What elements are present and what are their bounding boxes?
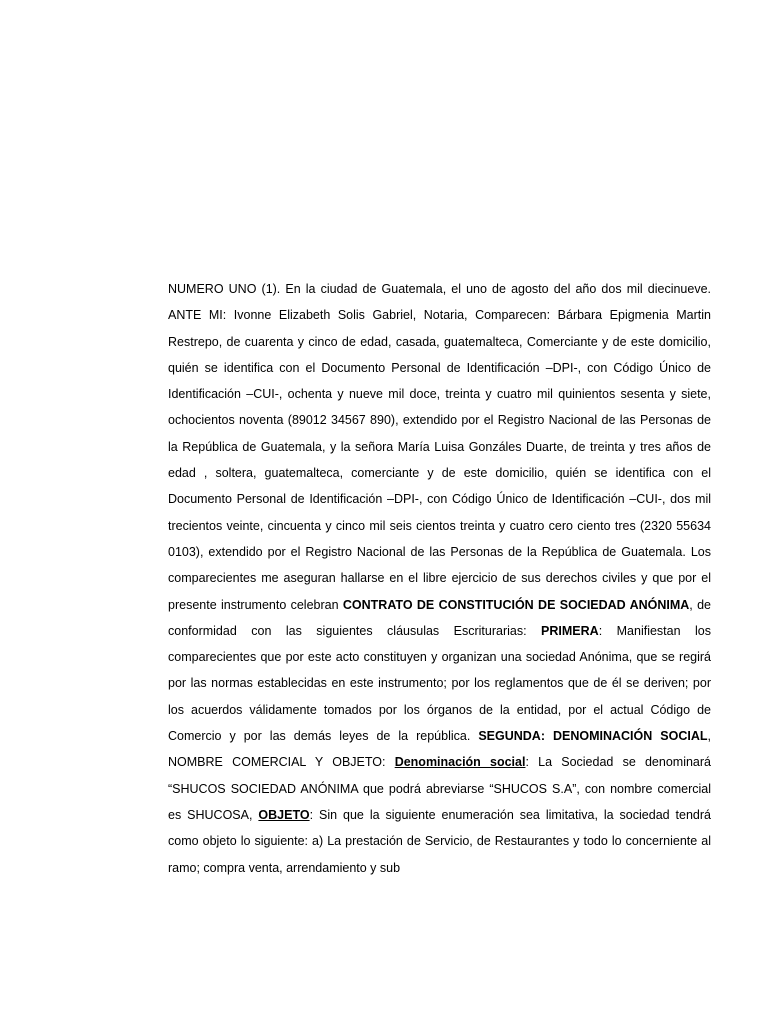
clause-primera-text: : Manifiestan los comparecientes que por este acto constituyen y organizan una sociedad Anónima, que se regirá por las normas establecidas en este instrumento; por los reglamentos que de él se deriven; por los acuerdos válidamente tomados por los órganos de la entidad, por el actual Código de Comercio y por las demás leyes de la república. [168, 623, 711, 744]
contract-title: CONTRATO DE CONSTITUCIÓN DE SOCIEDAD ANÓNIMA [342, 597, 690, 612]
clause-primera-heading: PRIMERA [541, 623, 599, 638]
denominacion-social-text: : La Sociedad se denominará “SHUCOS SOCIEDAD ANÓNIMA que podrá abreviarse “SHUCOS S.A”, con nombre comercial es SHUCOSA, [168, 755, 711, 822]
objeto-text: : Sin que la siguiente enumeración sea limitativa, la sociedad tendrá como objeto lo siguiente: a) La prestación de Servicio, de Restaurantes y todo lo concerniente al ramo; compra venta, arrendamiento y sub [168, 807, 711, 875]
denominacion-social-heading: Denominación social [394, 755, 526, 770]
deed-text-clauses-intro: , de conformidad con las siguientes cláusulas Escriturarias: [168, 597, 711, 638]
clause-segunda-heading: SEGUNDA: DENOMINACIÓN SOCIAL [478, 729, 708, 744]
deed-paragraph [168, 276, 711, 881]
deed-text-intro: NUMERO UNO (1). En la ciudad de Guatemala, el uno de agosto del año dos mil diecinueve. ANTE MI: Ivonne Elizabeth Solis Gabriel, Notaria, Comparecen: Bárbara Epigmenia Martin Restrepo, de cuarenta y cinco de edad, casada, guatemalteca, Comerciante y de este domicilio, quién se identifica con el Documento Personal de Identificación –DPI-, con Código Único de Identificación –CUI-, ochenta y nueve mil doce, treinta y cuatro mil quinientos sesenta y siete, ochocientos noventa (89012 34567 890), extendido por el Registro Nacional de las Personas de la República de Guatemala, y la señora María Luisa Gonzáles Duarte, de treinta y tres años de edad , soltera, guatemalteca, comerciante y de este domicilio, quién se identifica con el Documento Personal de Identificación –DPI-, con Código Único de Identificación –CUI-, dos mil trecientos veinte, cincuenta y cinco mil seis cientos treinta y cuatro cero ciento tres (2320 55634 0103), extendido por el Registro Nacional de las Personas de la República de Guatemala. Los comparecientes me aseguran hallarse en el libre ejercicio de sus derechos civiles y que por el presente instrumento celebran [168, 282, 711, 612]
objeto-heading: OBJETO [258, 807, 310, 822]
clause-segunda-text: , NOMBRE COMERCIAL Y OBJETO: [168, 729, 711, 770]
